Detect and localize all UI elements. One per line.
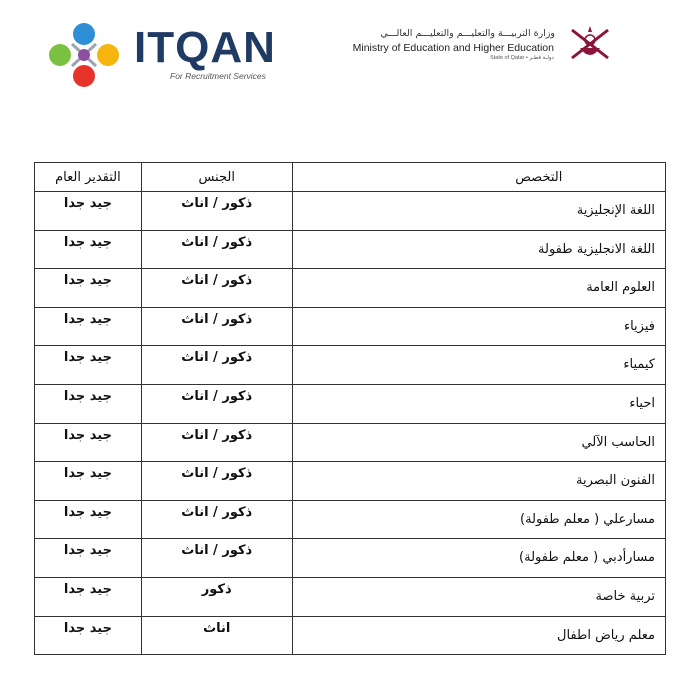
cell-grade: جيد جدا xyxy=(35,307,142,346)
cell-grade: جيد جدا xyxy=(35,462,142,501)
cell-gender: ذكور / اناث xyxy=(141,423,292,462)
cell-grade: جيد جدا xyxy=(35,384,142,423)
header-grade: التقدير العام xyxy=(35,163,142,192)
state-of-qatar-line: State of Qatar • دولـة قطـر xyxy=(490,55,554,61)
itqan-logo xyxy=(42,20,302,90)
cell-grade: جيد جدا xyxy=(35,539,142,578)
itqan-logo-mark-icon xyxy=(42,20,126,90)
cell-gender: ذكور / اناث xyxy=(141,230,292,269)
table-row xyxy=(35,192,666,231)
cell-grade: جيد جدا xyxy=(35,269,142,308)
cell-gender: ذكور / اناث xyxy=(141,384,292,423)
cell-gender: ذكور / اناث xyxy=(141,462,292,501)
qatar-emblem-icon xyxy=(562,22,618,66)
cell-grade: جيد جدا xyxy=(35,500,142,539)
table-row xyxy=(35,307,666,346)
cell-gender: ذكور / اناث xyxy=(141,269,292,308)
cell-grade: جيد جدا xyxy=(35,230,142,269)
cell-specialization: احياء xyxy=(292,384,665,423)
table-row xyxy=(35,539,666,578)
header-specialization: التخصص xyxy=(292,163,665,192)
cell-grade: جيد جدا xyxy=(35,577,142,616)
table-row xyxy=(35,500,666,539)
header-gender: الجنس xyxy=(141,163,292,192)
table-row xyxy=(35,423,666,462)
table-row xyxy=(35,462,666,501)
ministry-name-arabic: وزارة التربيـــة والتعليـــم والتعليـــم العالـــي xyxy=(380,28,555,39)
table-row xyxy=(35,346,666,385)
cell-specialization: كيمياء xyxy=(292,346,665,385)
cell-gender: ذكور / اناث xyxy=(141,307,292,346)
table-row xyxy=(35,269,666,308)
cell-specialization: الحاسب الآلي xyxy=(292,423,665,462)
cell-gender: ذكور / اناث xyxy=(141,539,292,578)
cell-specialization: تربية خاصة xyxy=(292,577,665,616)
cell-specialization: فيزياء xyxy=(292,307,665,346)
ministry-header xyxy=(320,22,620,72)
cell-specialization: مسارعلي ( معلم طفولة) xyxy=(292,500,665,539)
cell-specialization: مسارأدبي ( معلم طفولة) xyxy=(292,539,665,578)
ministry-name-english: Ministry of Education and Higher Education xyxy=(352,42,554,54)
table-row xyxy=(35,230,666,269)
brand-tagline: For Recruitment Services xyxy=(170,71,266,81)
cell-specialization: العلوم العامة xyxy=(292,269,665,308)
cell-specialization: اللغة الانجليزية طفولة xyxy=(292,230,665,269)
cell-gender: ذكور / اناث xyxy=(141,192,292,231)
cell-gender: ذكور / اناث xyxy=(141,346,292,385)
brand-name: ITQAN xyxy=(134,23,276,72)
cell-specialization: معلم رياض اطفال xyxy=(292,616,665,655)
cell-grade: جيد جدا xyxy=(35,192,142,231)
cell-gender: ذكور / اناث xyxy=(141,500,292,539)
cell-grade: جيد جدا xyxy=(35,423,142,462)
cell-specialization: الفنون البصرية xyxy=(292,462,665,501)
cell-specialization: اللغة الإنجليزية xyxy=(292,192,665,231)
specializations-table xyxy=(34,162,666,655)
cell-gender: ذكور xyxy=(141,577,292,616)
table-row xyxy=(35,577,666,616)
table-header-row xyxy=(35,163,666,192)
cell-grade: جيد جدا xyxy=(35,346,142,385)
cell-gender: اناث xyxy=(141,616,292,655)
table-row xyxy=(35,384,666,423)
table-row xyxy=(35,616,666,655)
cell-grade: جيد جدا xyxy=(35,616,142,655)
